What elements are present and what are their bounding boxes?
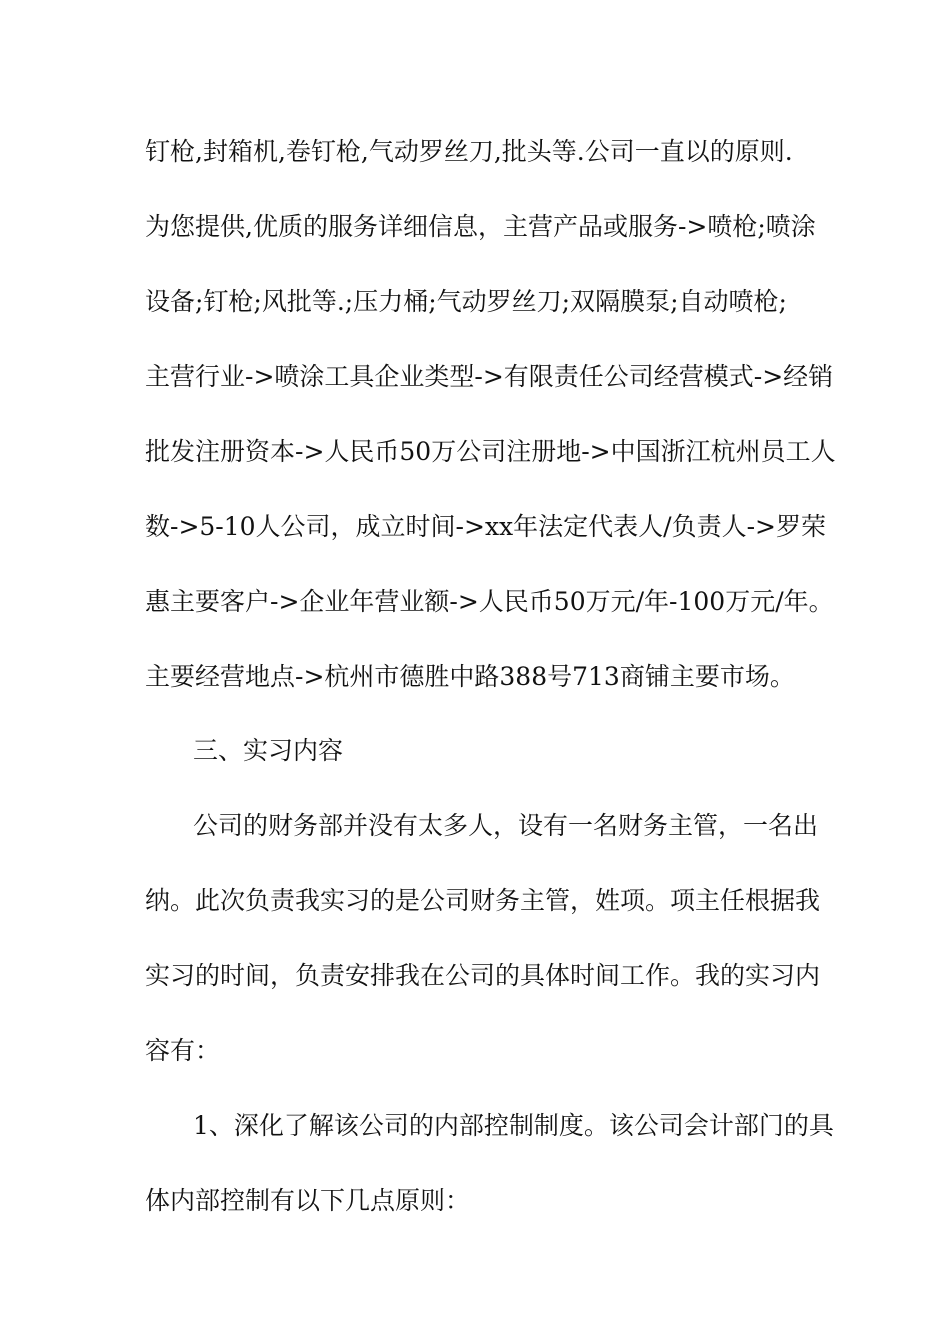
text-line-7: 惠主要客户->企业年营业额->人民币50万元/年-100万元/年。 [145,587,834,616]
text-line-8: 主要经营地点->杭州市德胜中路388号713商铺主要市场。 [145,662,795,691]
text-line-4: 主营行业->喷涂工具企业类型->有限责任公司经营模式->经销 [145,362,834,391]
text-line-6: 数->5-10人公司，成立时间->xx年法定代表人/负责人->罗荣 [145,512,826,541]
text-line-15: 体内部控制有以下几点原则： [145,1186,471,1215]
text-line-10: 公司的财务部并没有太多人，设有一名财务主管，一名出 [193,811,819,840]
text-line-3: 设备;钉枪;风批等.;压力桶;气动罗丝刀;双隔膜泵;自动喷枪; [145,287,787,316]
list-item-1: 1、深化了解该公司的内部控制制度。该公司会计部门的具 [193,1111,834,1140]
text-line-5: 批发注册资本->人民币50万公司注册地->中国浙江杭州员工人 [145,437,836,466]
text-line-2: 为您提供,优质的服务详细信息，主营产品或服务->喷枪;喷涂 [145,212,816,241]
text-line-12: 实习的时间，负责安排我在公司的具体时间工作。我的实习内 [145,961,821,990]
text-line-11: 纳。此次负责我实习的是公司财务主管，姓项。项主任根据我 [145,886,821,915]
text-line-1: 钉枪,封箱机,卷钉枪,气动罗丝刀,批头等.公司一直以的原则. [145,137,793,166]
text-line-13: 容有： [145,1036,221,1065]
section-heading: 三、实习内容 [193,736,344,765]
